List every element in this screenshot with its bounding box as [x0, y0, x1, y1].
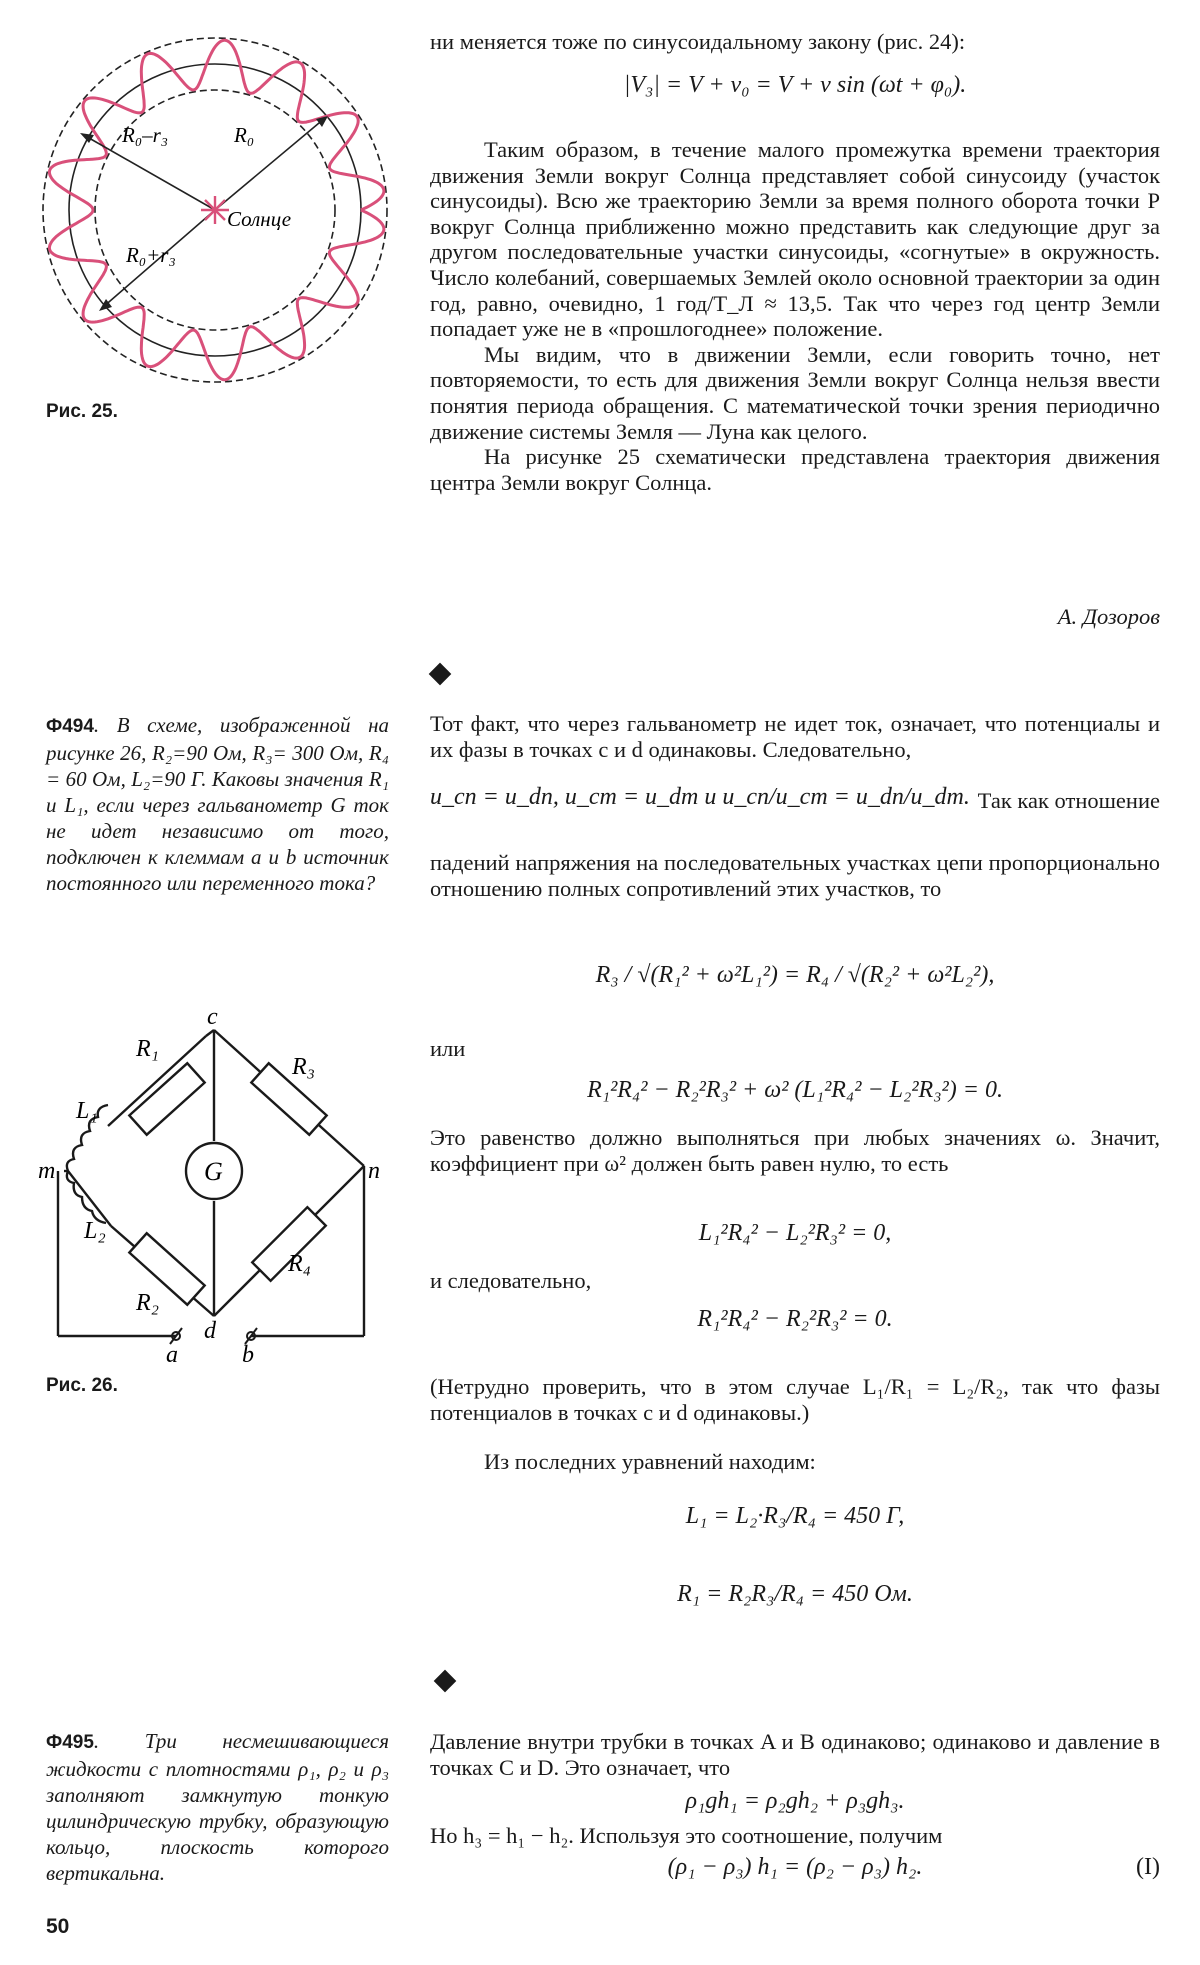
section-diamond-icon [429, 663, 452, 686]
equation-pressure-balance: ρ₁gh₁ = ρ₂gh₂ + ρ₃gh₃. [685, 1788, 905, 1814]
top-line: ни меняется тоже по синусоидальному закону (рис. 24): [430, 29, 966, 54]
label-r0: R₀ [234, 123, 255, 147]
resistor-r1 [129, 1063, 204, 1135]
equation-expanded: R₁²R₄² − R₂²R₃² + ω² (L₁²R₄² − L₂²R₃²) = 0. [587, 1077, 1003, 1103]
label-r1: R₁ [136, 1036, 160, 1062]
solution-494-para3: Это равенство должно выполняться при любых значениях ω. Значит, коэффициент при ω² должен быть равен нулю, то есть [430, 1125, 1160, 1176]
problem-495 [46, 1728, 389, 1886]
label-m: m [38, 1158, 56, 1184]
label-l1: L₁ [76, 1098, 98, 1124]
solution-494-para2: падений напряжения на последовательных участках цепи пропорционально отношению полных сопротивлений этих участков, то [430, 850, 1160, 901]
equation-potentials: u_cn = u_dn, u_cm = u_dm и u_cn/u_cm = u_dn/u_dm. [430, 784, 970, 810]
label-sun: Солнце [227, 207, 292, 231]
page-number: 50 [46, 1915, 70, 1938]
label-r3: R₃ [292, 1054, 316, 1080]
label-r2: R₂ [136, 1290, 160, 1316]
sun-star-icon [201, 196, 229, 224]
equation-omega-coefficient: L₁²R₄² − L₂²R₃² = 0, [698, 1220, 892, 1246]
solution-495-para2: Но h₃ = h₁ − h₂. Используя это соотношение, получим [430, 1823, 943, 1848]
resistor-r3 [251, 1063, 326, 1135]
arrowhead [80, 133, 94, 143]
paragraph: Таким образом, в течение малого промежутка времени траектория движения Земли вокруг Солнца представляет собой синусоиду (участок синусоиды). Всю же траекторию Земли за время полного оборота точки P вокруг Солнца приближенно можно представить как следующие друг за другом последовательные участки синусоиды, «согнутые» в окружность. Число колебаний, совершаемых Землей около основной траектории за один год, равно, очевидно, 1 год/T_Л ≈ 13,5. Так что через год центр Земли попадает уже не в «прошлогоднее» положение. [430, 137, 1160, 342]
word-or: или [430, 1036, 466, 1061]
label-r-minus: R₀–r₃ [122, 123, 169, 147]
label-l2: L₂ [84, 1218, 106, 1244]
problem-495-label: Ф495 [46, 1732, 94, 1753]
equation-constant-term: R₁²R₄² − R₂²R₃² = 0. [697, 1306, 893, 1332]
label-c: c [207, 1004, 218, 1030]
label-d: d [204, 1318, 216, 1344]
figure-25-caption: Рис. 25. [46, 401, 118, 422]
label-b: b [242, 1342, 254, 1368]
solution-494-intro: Тот факт, что через гальванометр не идет ток, означает, что потенциалы и их фазы в точках c и d одинаковы. Следовательно, [430, 711, 1160, 762]
label-a: a [166, 1342, 178, 1368]
problem-494-text: . В схеме, изображенной на рисунке 26, R₂=90 Ом, R₃= 300 Ом, R₄ = 60 Ом, L₂=90 Г. Каковы значения R₁ и L₁, если через гальванометр G ток не идет независимо от того, подключен к клеммам a и b источник постоянного или переменного тока? [46, 713, 389, 895]
author-signature: А. Дозоров [1057, 604, 1160, 629]
equation-density-relation: (ρ₁ − ρ₃) h₁ = (ρ₂ − ρ₃) h₂. [667, 1854, 923, 1880]
label-r4: R₄ [288, 1251, 312, 1277]
equation-tail: Так как отношение [977, 788, 1160, 813]
paragraph: Мы видим, что в движении Земли, если говорить точно, нет повторяемости, то есть для движения Земли вокруг Солнца нельзя ввести понятия периода обращения. С математической точки зрения периодично движение системы Земля — Луна как целого. [430, 341, 1160, 444]
figure-26-caption: Рис. 26. [46, 1375, 118, 1396]
equation-number: (I) [1136, 1854, 1160, 1880]
label-g: G [204, 1157, 223, 1186]
radius-arrow-r0 [215, 118, 325, 210]
section-diamond-icon [434, 1670, 457, 1693]
solution-494-para5: Из последних уравнений находим: [484, 1449, 816, 1474]
text-and-so: и следовательно, [430, 1268, 592, 1293]
problem-494-label: Ф494 [46, 716, 94, 737]
problem-494 [46, 712, 389, 896]
equation-r1-result: R₁ = R₂R₃/R₄ = 450 Ом. [677, 1581, 913, 1607]
text-block-1 [430, 137, 1160, 495]
equation-impedance-ratio: R₃ / √(R₁² + ω²L₁²) = R₄ / √(R₂² + ω²L₂²), [595, 962, 995, 988]
figure-26-circuit [36, 1004, 380, 1372]
label-n: n [368, 1158, 380, 1184]
paragraph: На рисунке 25 схематически представлена траектория движения центра Земли вокруг Солнца. [430, 444, 1160, 495]
figure-25 [30, 30, 400, 400]
equation-l1-result: L₁ = L₂·R₃/R₄ = 450 Г, [685, 1503, 905, 1529]
solution-495-para1: Давление внутри трубки в точках A и B одинаково; одинаково и давление в точках C и D. Это означает, что [430, 1729, 1160, 1780]
problem-495-text: . Три несмешивающиеся жидкости с плотностями ρ₁, ρ₂ и ρ₃ заполняют замкнутую тонкую цилиндрическую трубку, образующую кольцо, плоскость которого вертикальна. [46, 1729, 389, 1885]
label-r-plus: R₀+r₃ [126, 243, 176, 267]
equation-v3: |V₃| = V + v₀ = V + v sin (ωt + φ₀). [623, 72, 967, 98]
solution-494-para4: (Нетрудно проверить, что в этом случае L₁/R₁ = L₂/R₂, так что фазы потенциалов в точках c и d одинаковы.) [430, 1374, 1160, 1425]
